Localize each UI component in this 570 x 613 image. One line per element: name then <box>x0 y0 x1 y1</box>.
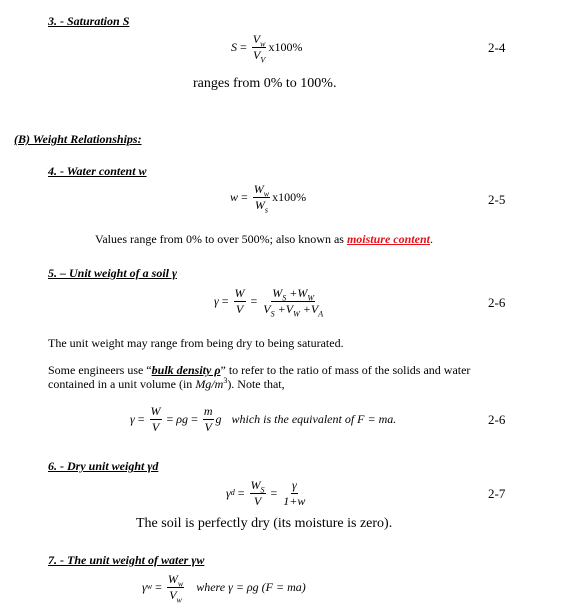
unit-weight-heading: 5. – Unit weight of a soil γ <box>48 266 178 280</box>
equation-number-2-4: 2-4 <box>488 40 506 55</box>
dry-unit-weight-note: The soil is perfectly dry (its moisture is zero). <box>136 516 393 531</box>
bulk-density-term: bulk density ρ <box>151 363 221 377</box>
weight-relationships-heading: (B) Weight Relationships: <box>14 132 142 146</box>
dry-unit-weight-heading: 6. - Dry unit weight γd <box>48 459 159 473</box>
equation-number-2-6-a: 2-6 <box>488 295 506 310</box>
dry-unit-weight-equation: γ d = $\frac{W_S}{V}$ = $\frac{\gamma}{1+w}$ <box>226 478 306 508</box>
equation-number-2-7: 2-7 <box>488 486 506 501</box>
unit-weight-range-text: The unit weight may range from being dry to being saturated. <box>48 336 344 350</box>
equation-number-2-6-b: 2-6 <box>488 412 506 427</box>
water-content-heading: 4. - Water content w <box>48 164 147 178</box>
moisture-content-term: moisture content <box>346 232 430 246</box>
water-content-range-text: Values range from 0% to over 500%; also known as moisture content. <box>95 232 433 246</box>
unit-weight-equation: γ = $\frac{W}{V}$ = $\frac{W_S +W_W}{V_S +V_W +V_A}$ <box>214 286 324 318</box>
bulk-density-equation: γ = $\frac{W}{V}$ = ρg = $\frac{m}{V}$ g which is the equivalent of F = ma. <box>130 404 397 434</box>
water-unit-weight-heading: 7. - The unit weight of water γw <box>48 553 205 567</box>
saturation-range-text: ranges from 0% to 100%. <box>193 76 337 91</box>
water-unit-weight-equation: γ w = $\frac{W_w}{V_w}$ where γ = ρg (F = ma) <box>142 572 306 604</box>
equation-number-2-5: 2-5 <box>488 192 506 207</box>
bulk-density-text-line1: Some engineers use “bulk density ρ” to refer to the ratio of mass of the solids and water <box>48 363 471 377</box>
saturation-heading: 3. - Saturation S <box>48 14 130 28</box>
bulk-density-text-line2: contained in a unit volume (in $Mg/m^3$). Note that, <box>48 376 285 391</box>
saturation-equation: S = $\frac{V_w}{V_V}$ x100% <box>231 32 303 64</box>
water-content-equation: w = $\frac{W_w}{W_s}$ x100% <box>230 182 307 214</box>
